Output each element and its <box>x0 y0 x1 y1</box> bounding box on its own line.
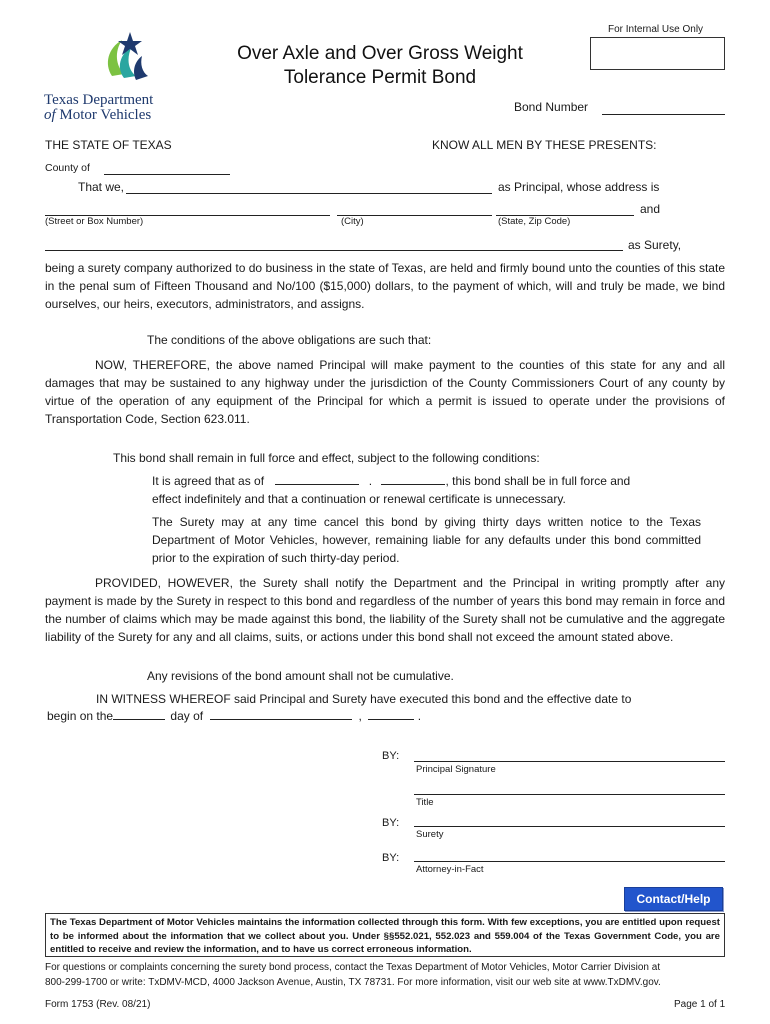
form-title-line2: Tolerance Permit Bond <box>283 67 477 88</box>
surety-label: Surety <box>416 829 444 840</box>
attorney-label: Attorney-in-Fact <box>416 864 484 875</box>
questions-line1: For questions or complaints concerning the surety bond process, contact the Texas Department of Motor Vehicles, Motor Carrier Division at <box>45 962 661 973</box>
bond-number-label: Bond Number <box>514 100 589 114</box>
logo-text-line1: Texas Department <box>44 92 154 108</box>
begin-year-field[interactable] <box>368 707 414 720</box>
agreed-suffix: , this bond shall be in full force and <box>445 474 631 488</box>
txdmv-star-swoosh-icon <box>74 30 169 92</box>
questions-text <box>45 960 735 990</box>
txdmv-logo <box>44 30 179 125</box>
surety-company-paragraph: being a surety company authorized to do business in the state of Texas, are held and firmly bound unto the counties of this state in the penal sum of Fifteen Thousand and No/100 ($15,000) dollars, to the payment of which, will and truly be made, we bind ourselves, our heirs, executors, administrators, and assigns. <box>45 261 725 311</box>
principal-signature-field[interactable] <box>414 761 725 762</box>
begin-comma: , <box>358 709 362 723</box>
and-label: and <box>640 202 661 216</box>
state-zip-label: (State, Zip Code) <box>498 216 571 227</box>
as-principal-label: as Principal, whose address is <box>498 180 660 194</box>
principal-name-field[interactable] <box>126 193 492 194</box>
agreed-line2: effect indefinitely and that a continuation or renewal certificate is unnecessary. <box>152 492 566 506</box>
privacy-notice: The Texas Department of Motor Vehicles maintains the information collected through this form. With few exceptions, you are entitled upon request to be informed about the information that we collect about you. Under §§552.021, 552.023 and 559.004 of the Texas Government Code, you are entitled to receive and review the information, and to have us correct erroneous information. <box>45 913 725 957</box>
agreed-prefix: It is agreed that as of <box>152 474 265 488</box>
agreed-date-field[interactable] <box>275 472 359 485</box>
questions-line2: 800-299-1700 or write: TxDMV-MCD, 4000 Jackson Avenue, Austin, TX 78731. For more information, visit our web site at www.TxDMV.gov. <box>45 977 661 988</box>
force-effect-intro: This bond shall remain in full force and effect, subject to the following conditions: <box>113 451 540 465</box>
day-of-label: day of <box>170 709 204 723</box>
that-we-label: That we, <box>78 180 125 194</box>
agreed-year-field[interactable] <box>381 472 445 485</box>
begin-on-line <box>47 707 421 725</box>
internal-use-label: For Internal Use Only <box>608 24 704 35</box>
as-surety-label: as Surety, <box>628 238 682 252</box>
principal-signature-label: Principal Signature <box>416 764 496 775</box>
in-witness-line: IN WITNESS WHEREOF said Principal and Surety have executed this bond and the effective date to <box>96 692 632 706</box>
attorney-signature-field[interactable] <box>414 861 725 862</box>
surety-name-field[interactable] <box>45 250 623 251</box>
by-label-surety: BY: <box>382 817 400 829</box>
begin-month-field[interactable] <box>210 707 352 720</box>
street-label: (Street or Box Number) <box>45 216 144 227</box>
state-of-texas: THE STATE OF TEXAS <box>45 138 172 152</box>
by-label-attorney: BY: <box>382 852 400 864</box>
logo-of: of <box>44 107 56 123</box>
bond-number-field[interactable] <box>602 114 725 115</box>
logo-text-line2 <box>44 107 151 124</box>
now-therefore-paragraph: NOW, THEREFORE, the above named Principal will make payment to the counties of this state for any and all damages that may be sustained to any highway under the jurisdiction of the County Commissioners Court of any county by virtue of the operation of any equipment of the Principal for which a permit is issued to operate under the provisions of Transportation Code, Section 623.011. <box>45 358 725 426</box>
city-label: (City) <box>341 216 364 227</box>
by-label-principal: BY: <box>382 750 400 762</box>
conditions-intro: The conditions of the above obligations are such that: <box>147 333 432 347</box>
agreed-dot: . <box>368 474 373 488</box>
surety-signature-field[interactable] <box>414 826 725 827</box>
county-field[interactable] <box>104 174 230 175</box>
begin-on-label: begin on the <box>47 709 114 723</box>
county-label: County of <box>45 162 90 174</box>
form-title <box>190 42 570 90</box>
internal-use-box[interactable] <box>590 37 725 70</box>
begin-period: . <box>417 709 422 723</box>
cancel-paragraph: The Surety may at any time cancel this bond by giving thirty days written notice to the Texas Department of Motor Vehicles, however, remaining liable for any defaults under this bond committed prior to the expiration of such thirty-day period. <box>152 515 701 565</box>
know-all-men: KNOW ALL MEN BY THESE PRESENTS: <box>432 138 657 152</box>
form-title-line1: Over Axle and Over Gross Weight <box>237 43 523 64</box>
revisions-note: Any revisions of the bond amount shall not be cumulative. <box>147 669 454 683</box>
provided-however-paragraph: PROVIDED, HOWEVER, the Surety shall notify the Department and the Principal in writing promptly after any payment is made by the Surety in respect to this bond and regardless of the number of years this bond may remain in force and the number of claims which may be made against this bond, the liability of the Surety shall not be cumulative and the aggregate liability of the Surety for any and all claims, suits, or actions under this bond shall not exceed the amount stated above. <box>45 576 725 644</box>
title-label: Title <box>416 797 434 808</box>
contact-help-button[interactable]: Contact/Help <box>624 887 723 911</box>
agreed-line <box>152 472 630 490</box>
page-number: Page 1 of 1 <box>674 999 726 1010</box>
form-number: Form 1753 (Rev. 08/21) <box>45 999 151 1010</box>
title-field[interactable] <box>414 794 725 795</box>
logo-motor-vehicles: Motor Vehicles <box>59 107 152 123</box>
begin-day-field[interactable] <box>113 707 165 720</box>
